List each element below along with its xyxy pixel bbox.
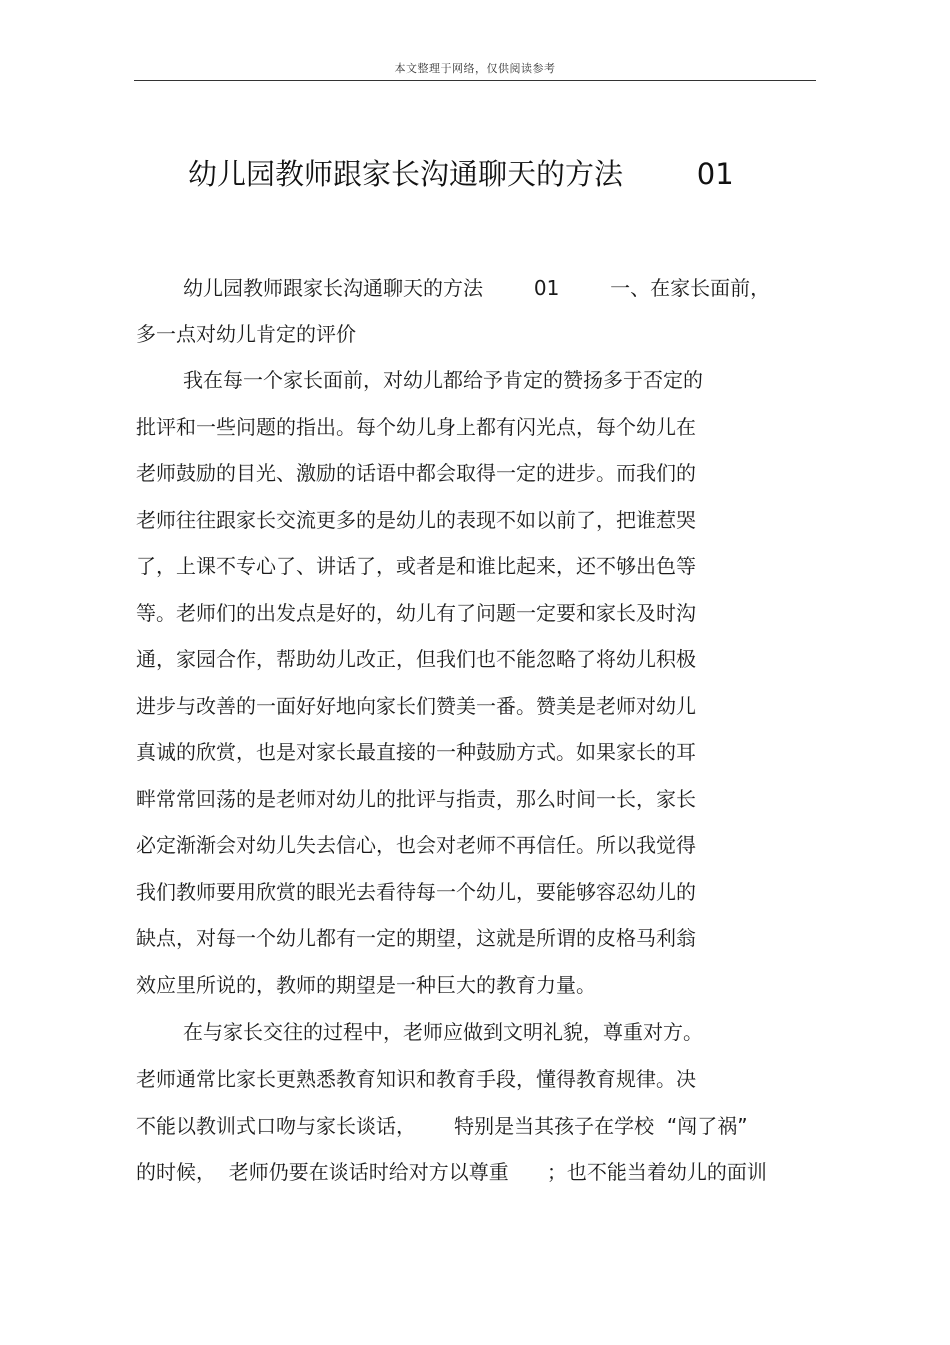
header-note: 本文整理于网络，仅供阅读参考	[394, 62, 556, 75]
text-line: 幼儿园教师跟家长沟通聊天的方法 01 一、在家长面前，	[183, 276, 771, 300]
text-line: 通，家园合作，帮助幼儿改正，但我们也不能忽略了将幼儿积极	[136, 647, 696, 671]
text-line: 在与家长交往的过程中，老师应做到文明礼貌，尊重对方。	[183, 1020, 703, 1044]
text-line: 畔常常回荡的是老师对幼儿的批评与指责，那么时间一长，家长	[136, 787, 696, 811]
text-line: 必定渐渐会对幼儿失去信心，也会对老师不再信任。所以我觉得	[136, 833, 696, 857]
text-line: 老师鼓励的目光、激励的话语中都会取得一定的进步。而我们的	[136, 461, 696, 485]
text-line: 真诚的欣赏，也是对家长最直接的一种鼓励方式。如果家长的耳	[136, 740, 696, 764]
text-line: 批评和一些问题的指出。每个幼儿身上都有闪光点，每个幼儿在	[136, 415, 696, 439]
text-line: 效应里所说的，教师的期望是一种巨大的教育力量。	[136, 973, 596, 997]
text-line: 进步与改善的一面好好地向家长们赞美一番。赞美是老师对幼儿	[136, 694, 696, 718]
text-line: 的时候， 老师仍要在谈话时给对方以尊重 ；也不能当着幼儿的面训	[136, 1160, 767, 1184]
text-line: 老师通常比家长更熟悉教育知识和教育手段，懂得教育规律。决	[136, 1067, 696, 1091]
text-line: 等。老师们的出发点是好的，幼儿有了问题一定要和家长及时沟	[136, 601, 696, 625]
text-line: 我们教师要用欣赏的眼光去看待每一个幼儿，要能够容忍幼儿的	[136, 880, 696, 904]
text-line: 缺点，对每一个幼儿都有一定的期望，这就是所谓的皮格马利翁	[136, 926, 696, 950]
document-title: 幼儿园教师跟家长沟通聊天的方法 01	[188, 157, 734, 191]
header-rule	[134, 80, 816, 81]
text-line: 老师往往跟家长交流更多的是幼儿的表现不如以前了，把谁惹哭	[136, 508, 696, 532]
text-line: 了，上课不专心了、讲话了，或者是和谁比起来，还不够出色等	[136, 554, 696, 578]
text-line: 多一点对幼儿肯定的评价	[136, 322, 356, 346]
text-line: 不能以教训式口吻与家长谈话， 特别是当其孩子在学校 “闯了祸”	[136, 1114, 748, 1138]
text-line: 我在每一个家长面前，对幼儿都给予肯定的赞扬多于否定的	[183, 368, 703, 392]
